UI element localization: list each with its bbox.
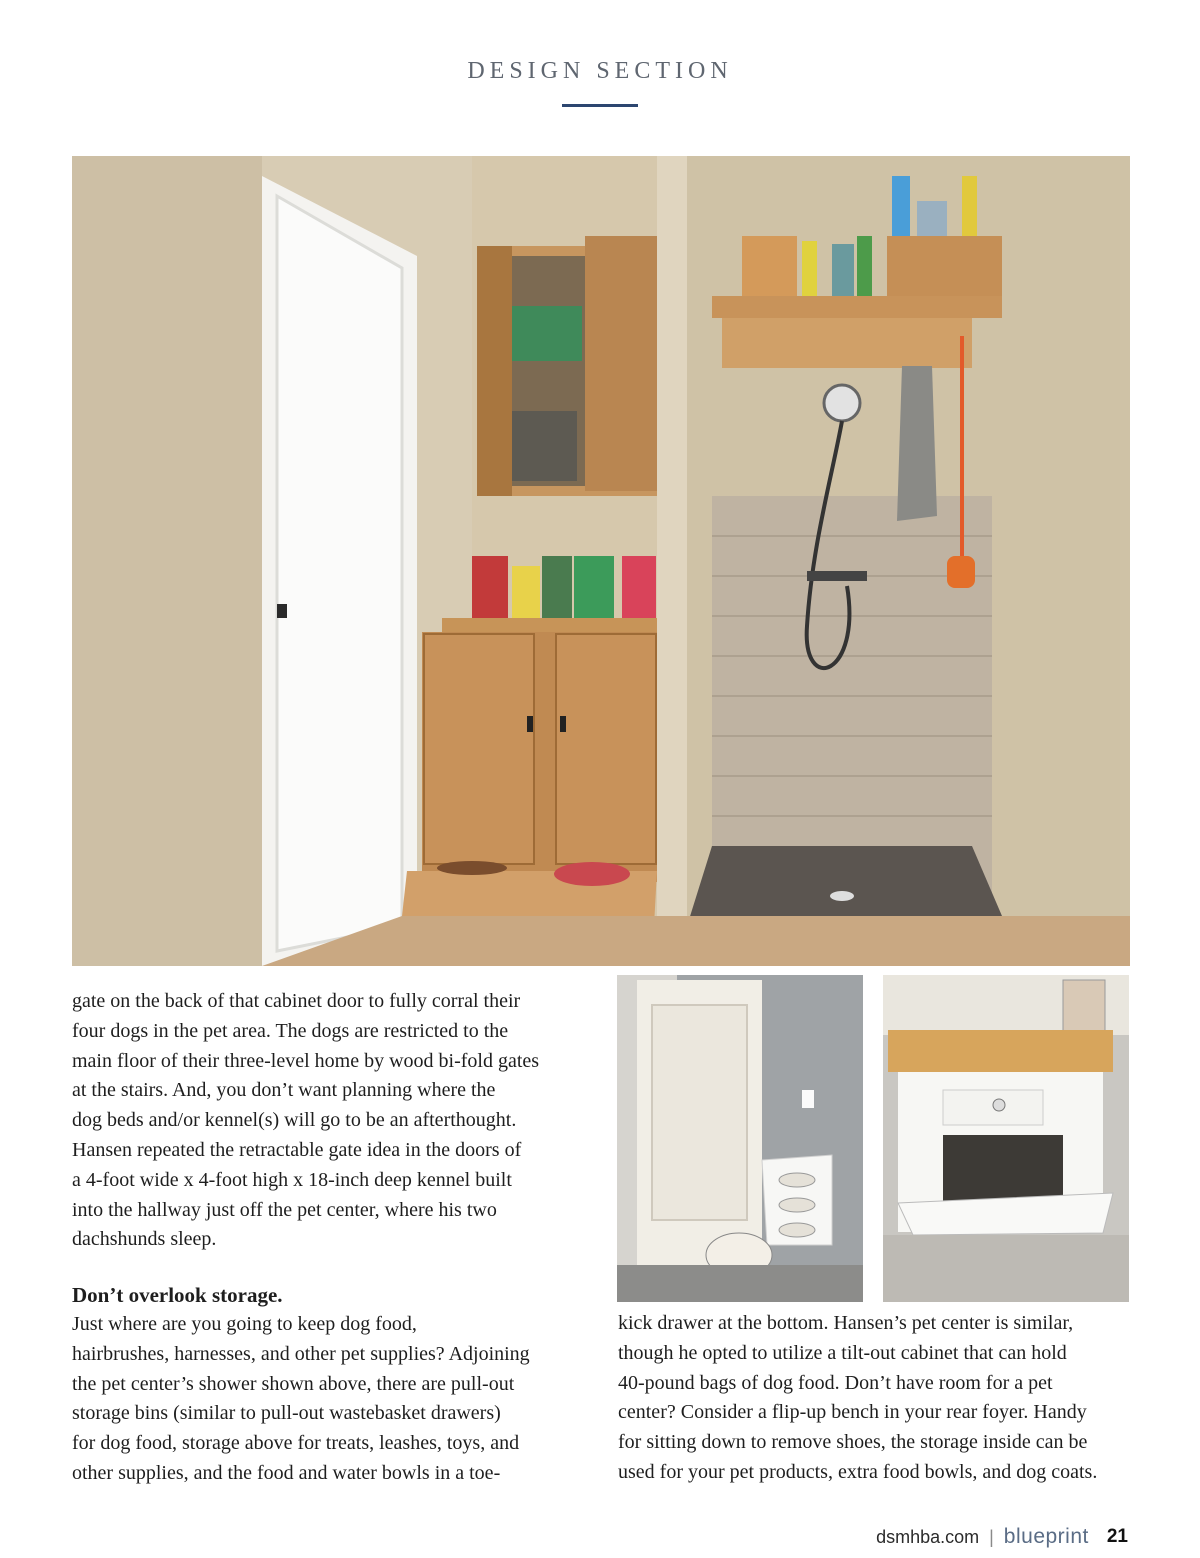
left-column-storage	[72, 1270, 592, 1489]
tilt-out-bin-photo	[883, 975, 1129, 1302]
kick-drawer-photo	[617, 975, 863, 1302]
kick-drawer-image	[617, 975, 863, 1302]
pet-center-illustration	[72, 156, 1130, 966]
intro-paragraph: gate on the back of that cabinet door to fully corral their four dogs in the pet area. The dogs are restricted to the main floor of their three-level home by wood bi-fold gates at the stairs. And, you don’t want planning where the dog beds and/or kennel(s) will go to be an afterthought. Hansen repeated the retractable gate idea in the doors of a 4-foot wide x 4-foot high x 18-inch deep kennel built into the hallway just off the pet center, where his two dachshunds sleep.	[72, 990, 540, 1251]
tilt-out-bin-image	[883, 975, 1129, 1302]
footer-separator: |	[989, 1526, 994, 1547]
footer-brand: blueprint	[1003, 1525, 1089, 1548]
left-column-intro	[72, 987, 592, 1255]
storage-subhead: Don’t overlook storage.	[72, 1283, 283, 1307]
footer-site: dsmhba.com	[876, 1526, 980, 1547]
section-header: DESIGN SECTION	[467, 58, 733, 84]
main-photo	[72, 156, 1130, 966]
page-number: 21	[1106, 1526, 1128, 1547]
right-column-text	[618, 1309, 1138, 1488]
storage-paragraph: Just where are you going to keep dog food, hairbrushes, harnesses, and other pet supplies? Adjoining the pet center’s shower shown above, there are pull-out storage bins (similar to pull-out wastebasket drawers) for dog food, storage above for treats, leashes, toys, and other supplies, and the food and water bowls in a toe-	[72, 1313, 530, 1484]
right-paragraph: kick drawer at the bottom. Hansen’s pet center is similar, though he opted to utilize a tilt-out cabinet that can hold 40-pound bags of dog food. Don’t have room for a pet center? Consider a flip-up bench in your rear foyer. Handy for sitting down to remove shoes, the storage inside can be used for your pet products, extra food bowls, and dog coats.	[618, 1312, 1098, 1483]
header-rule	[562, 104, 638, 107]
page-footer	[876, 1523, 1128, 1551]
